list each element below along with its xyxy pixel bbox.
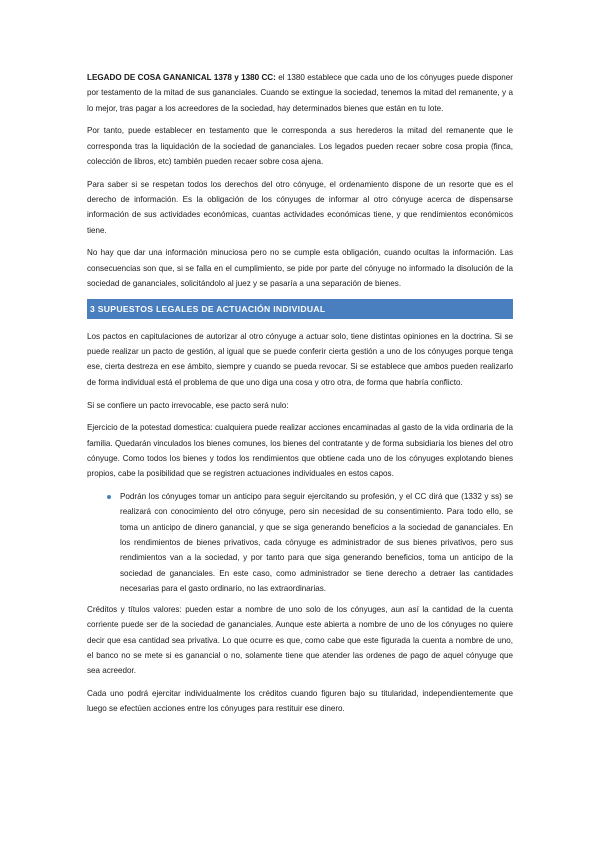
document-body: [87, 70, 513, 724]
paragraph-pactos: Los pactos en capitulaciones de autorizar al otro cónyuge a actuar solo, tiene distintas opiniones en la doctrina. Si se puede realizar un pacto de gestión, al igual que se puede conferir cierta gestión a uno de los cónyuges porque tenga ese, cierta destreza en ese ámbito, siempre y cuando se pueda revocar. Si se establece que ambos pueden realizarlo de forma individual está el problema de que uno diga una cosa y otro otra, de forma que habría conflicto.: [87, 331, 513, 387]
list-item-text: Podrán los cónyuges tomar un anticipo para seguir ejercitando su profesión, y el CC dirá que (1332 y ss) se realizará con conocimiento del otro cónyuge, pero sin necesidad de su consentimiento. Para todo ello, se toma un anticipo de dinero ganancial, y que se siga generando beneficios a la sociedad de gananciales. En los rendimientos de bienes privativos, cada cónyuge es administrador de sus bienes privativos, pero sus rendimientos van a la sociedad, y por tanto para que siga generando beneficios, toma un anticipo de la sociedad de gananciales. En este caso, como administrador se tiene derecho a detraer las cantidades necesarias para el gasto ordinario, no las extraordinarias.: [120, 492, 513, 593]
section-heading: 3 SUPUESTOS LEGALES DE ACTUACIÓN INDIVIDUAL: [87, 299, 513, 319]
bullet-icon: [107, 495, 111, 499]
paragraph-potestad-domestica: Ejercicio de la potestad domestica: cualquiera puede realizar acciones encaminadas al gasto de la vida ordinaria de la familia. Quedarán vinculados los bienes comunes, los bienes del contratante y de forma subsidiaria los bienes del otro cónyuge. Como todos los bienes y todos los rendimientos que obtiene cada uno de los cónyuges explotando bienes propios, cabe la posibilidad que se registren actuaciones individuales en estos capos.: [87, 423, 513, 479]
paragraph-lead: LEGADO DE COSA GANANICAL 1378 y 1380 CC:: [87, 73, 276, 82]
paragraph-derecho-informacion: Para saber si se respetan todos los derechos del otro cónyuge, el ordenamiento dispone de un resorte que es el derecho de información. Es la obligación de los cónyuges de informar al otro cónyuge acerca de dispensarse información de sus actividades económicas, cuantas actividades económicas tiene, y que rendimientos económicos tiene.: [87, 179, 513, 235]
list-item: [120, 489, 513, 596]
paragraph-pacto-irrevocable: Si se confiere un pacto irrevocable, ese pacto será nulo:: [87, 400, 289, 410]
paragraph-text: el 1380 establece que cada uno de los cónyuges puede disponer por testamento de la mitad de sus gananciales. Cuando se extingue la sociedad, tenemos la mitad del remanente, y a lo mejor, tras pagar a los acreedores de la sociedad, hay determinados bienes que están en tu lote.: [87, 73, 513, 113]
paragraph-creditos: Créditos y títulos valores: pueden estar a nombre de uno solo de los cónyuges, aun así la cantidad de la cuenta corriente puede ser de la sociedad de gananciales. Aunque este abierta a nombre de uno de los cónyuges no quiere decir que esa cantidad sea privativa. Lo que ocurre es que, como cabe que este figurada la cuenta a nombre de uno, el banco no se mete si es ganancial o no, solamente tiene que atender las ordenes de pago de aquel cónyuge que sea acreedor.: [87, 605, 513, 676]
paragraph-testamento: Por tanto, puede establecer en testamento que le corresponda a sus herederos la mitad del remanente que le corresponda tras la liquidación de la sociedad de gananciales. Los legados pueden recaer sobre cosa propia (finca, colección de libros, etc) también pueden recaer sobre cosa ajena.: [87, 126, 513, 166]
paragraph-incumplimiento: No hay que dar una información minuciosa pero no se cumple esta obligación, cuando ocultas la información. Las consecuencias son que, si se falla en el cumplimiento, se pide por parte del cónyuge no informado la disolución de la sociedad de gananciales, solicitándolo al juez y se pasaría a una separación de bienes.: [87, 248, 513, 289]
paragraph-titularidad: Cada uno podrá ejercitar individualmente los créditos cuando figuren bajo su titularidad, independientemente que luego se efectúen acciones entre los cónyuges para restituir ese dinero.: [87, 689, 513, 714]
paragraph-legado: [87, 70, 513, 116]
bullet-list: [87, 489, 513, 596]
